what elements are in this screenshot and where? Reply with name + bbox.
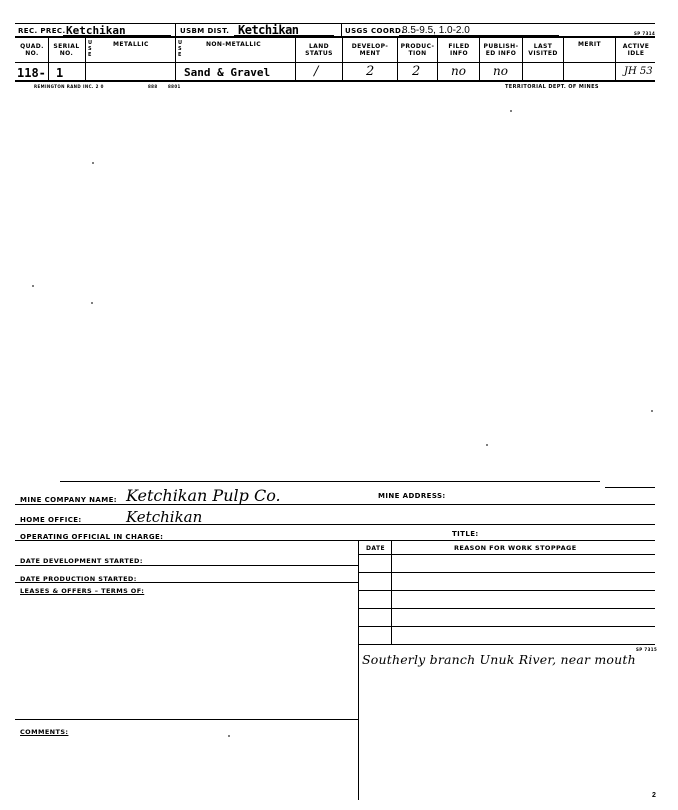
home-office-label: HOME OFFICE: [20,516,82,524]
footer-printer: REMINGTON RAND INC. 2 0 [34,84,104,89]
leases-label: LEASES & OFFERS – TERMS OF: [20,587,145,595]
footer-dept: TERRITORIAL DEPT. OF MINES [505,84,599,90]
mine-company-value: Ketchikan Pulp Co. [126,486,281,505]
operating-official-label: OPERATING OFFICIAL IN CHARGE: [20,533,164,541]
comments-label: COMMENTS: [20,728,69,736]
row-filed-info: no [451,64,466,78]
col-last-visited: LAST VISITED [528,43,558,57]
col-published-info: PUBLISH- ED INFO [483,43,519,57]
col-merit: MERIT [578,41,602,48]
col-quad-no: QUAD. NO. [20,43,44,57]
mine-address-label: MINE ADDRESS: [378,492,446,500]
date-production-label: DATE PRODUCTION STARTED: [20,575,137,583]
row-non-metallic: Sand & Gravel [184,66,271,79]
row-production: 2 [412,64,421,79]
col-non-metallic: NON-METALLIC [206,41,262,48]
footer-code-1: 888 [148,84,158,89]
footer-code-2: 8801 [168,84,181,89]
row-land-status: / [314,64,319,79]
scan-speck [92,162,94,164]
row-published-info: no [493,64,508,78]
usbm-dist-label: USBM DIST. [180,27,230,35]
scan-speck [32,285,34,287]
scan-speck [91,302,93,304]
home-office-value: Ketchikan [126,508,203,526]
mine-company-label: MINE COMPANY NAME: [20,496,117,504]
col-use-nonmetallic: U S E [178,40,183,58]
col-serial-no: SERIAL NO. [53,43,80,57]
date-column-header: DATE [366,545,385,552]
rec-prec-value: Ketchikan [66,24,126,37]
col-production: PRODUC- TION [400,43,435,57]
usgs-coord-label: USGS COORD. [345,27,405,35]
row-quad: 118- [17,66,46,80]
page-mark: 2 [652,792,656,799]
col-use-metallic: U S E [88,40,93,58]
col-development: DEVELOP- MENT [351,43,389,57]
col-filed-info: FILED INFO [448,43,470,57]
row-development: 2 [366,64,375,79]
scan-speck [651,410,653,412]
scan-speck [510,110,512,112]
col-land-status: LAND STATUS [305,43,333,57]
bottom-form-code: SP 7315 [636,647,658,652]
usgs-coord-value: 8.5-9.5, 1.0-2.0 [402,25,470,36]
col-metallic: METALLIC [113,41,149,48]
title-label: TITLE: [452,530,479,538]
row-active-idle: JH 53 [624,66,653,77]
location-note: Southerly branch Unuk River, near mouth [362,652,636,667]
form-code: SP 7314 [634,31,656,36]
usbm-dist-value: Ketchikan [238,23,299,37]
col-active-idle: ACTIVE IDLE [622,43,650,57]
rec-prec-label: REC. PREC. [18,27,66,35]
row-serial: 1 [56,66,64,80]
scan-speck [486,444,488,446]
scan-speck [228,735,230,737]
date-development-label: DATE DEVELOPMENT STARTED: [20,557,143,565]
reason-column-header: REASON FOR WORK STOPPAGE [454,544,577,552]
